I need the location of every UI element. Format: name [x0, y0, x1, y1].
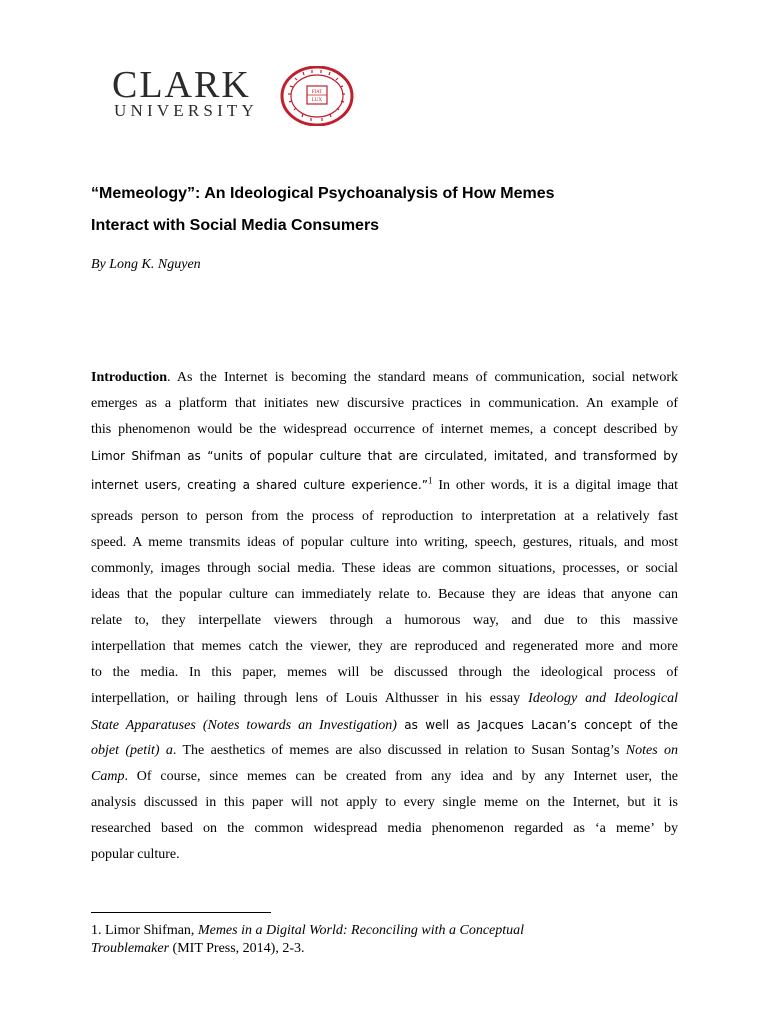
quotation-text: internet users, creating a shared culture experience.”	[91, 478, 428, 492]
clark-university-logo	[110, 66, 360, 126]
paper-title	[91, 178, 691, 242]
body-line: ideas that the popular culture can immediately relate to. Because they are ideas that anyone can	[91, 587, 678, 602]
svg-text:LUX: LUX	[311, 98, 323, 103]
author-byline: By Long K. Nguyen	[91, 257, 201, 272]
svg-text:FIAT: FIAT	[311, 90, 323, 95]
cited-work-title: Camp	[91, 769, 125, 784]
body-text: interpellation, or hailing through lens of Louis Althusser in his essay	[91, 691, 529, 706]
footnote-divider	[91, 912, 271, 913]
body-line: spreads person to person from the process of reproduction to interpretation at a relatively fast	[91, 509, 678, 524]
body-text: . As the Internet is becoming the standard means of communication, social network	[166, 370, 678, 385]
body-line: popular culture.	[91, 847, 180, 862]
body-line: this phenomenon would be the widespread occurrence of internet memes, a concept described by	[91, 422, 678, 437]
cited-work-title: Ideology and Ideological	[528, 691, 678, 706]
body-line	[91, 768, 678, 786]
footnote-marker[interactable]: 1	[427, 475, 433, 486]
cited-book-title: Troublemaker	[91, 941, 170, 956]
title-line-2: Interact with Social Media Consumers	[91, 217, 380, 234]
body-line: analysis discussed in this paper will not apply to every single meme on the Internet, but it is	[91, 795, 678, 810]
cited-book-title: Memes in a Digital World: Reconciling with a Conceptual	[197, 923, 525, 938]
university-seal-icon	[280, 66, 354, 126]
body-line	[91, 742, 678, 760]
logo-wordmark-university: UNIVERSITY	[114, 101, 258, 120]
cited-work-title: Notes on	[625, 743, 678, 758]
cited-concept: objet (petit) a	[91, 743, 173, 758]
body-line	[91, 369, 678, 387]
body-line: commonly, images through social media. These ideas are common situations, processes, or social	[91, 561, 678, 576]
logo-wordmark-clark: CLARK	[112, 64, 251, 106]
body-line: to the media. In this paper, memes will be discussed through the ideological process of	[91, 665, 678, 680]
body-text: In other words, it is a digital image that	[432, 478, 679, 493]
footnote-line	[91, 922, 524, 940]
body-line: interpellation that memes catch the viewer, they are reproduced and regenerated more and more	[91, 639, 678, 654]
section-heading-introduction: Introduction	[91, 370, 167, 385]
body-text: . The aesthetics of memes are also discussed in relation to Susan Sontag’s	[172, 743, 626, 758]
body-line	[91, 716, 678, 735]
footnote-publication: (MIT Press, 2014), 2-3.	[169, 941, 305, 956]
body-line	[91, 690, 678, 708]
body-line	[91, 476, 678, 495]
footnote-number: 1. Limor Shifman,	[91, 923, 198, 938]
body-line: relate to, they interpellate viewers through a humorous way, and due to this massive	[91, 613, 678, 628]
footnote-line	[91, 940, 305, 958]
body-line: Limor Shifman as “units of popular culture that are circulated, imitated, and transformed by	[91, 449, 678, 463]
cited-work-title: State Apparatuses (Notes towards an Investigation)	[91, 718, 397, 733]
body-line: speed. A meme transmits ideas of popular culture into writing, speech, gestures, rituals, and most	[91, 535, 678, 550]
body-line: researched based on the common widespread media phenomenon regarded as ‘a meme’ by	[91, 821, 678, 836]
body-text: as well as Jacques Lacan’s concept of the	[396, 718, 678, 732]
title-line-1: “Memeology”: An Ideological Psychoanalysis of How Memes	[91, 185, 555, 202]
body-line: emerges as a platform that initiates new discursive practices in communication. An example of	[91, 396, 678, 411]
body-text: . Of course, since memes can be created from any idea and by any Internet user, the	[124, 769, 678, 784]
